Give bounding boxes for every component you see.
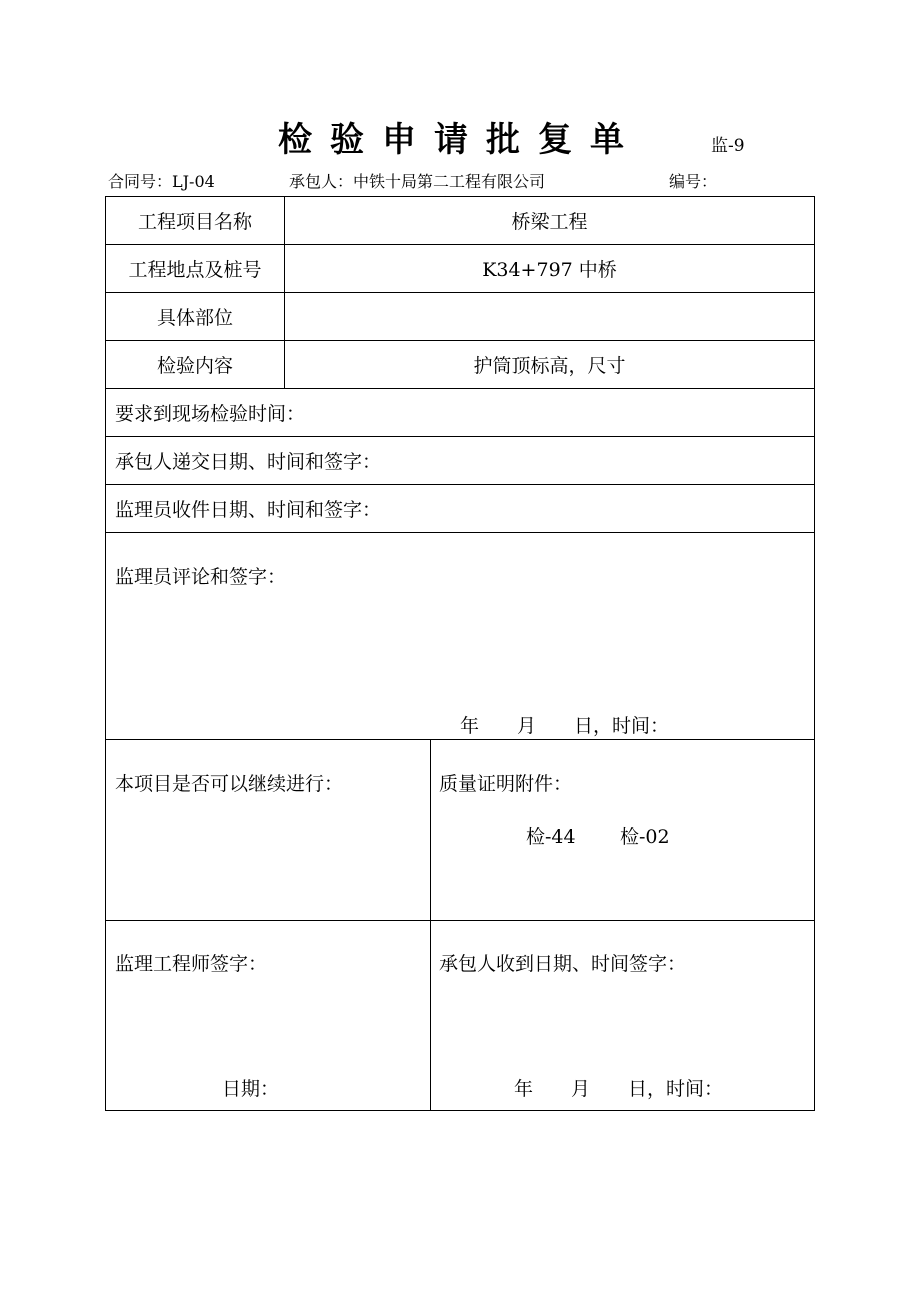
serial-number-label: 编号：: [669, 172, 718, 191]
attachment-item: 检-44: [526, 826, 576, 848]
comment-date-line: 年 月 日，时间：: [460, 715, 670, 737]
attachments-label: 质量证明附件：: [439, 773, 573, 795]
row-project-name: [106, 197, 814, 245]
row-inspection-time: [106, 389, 814, 437]
row-supervisor-comment: [106, 533, 814, 740]
part-label: 具体部位: [106, 293, 285, 340]
location-value: K34+797 中桥: [482, 259, 617, 281]
form-code: 监-9: [711, 136, 745, 156]
row-continue: [106, 740, 814, 921]
part-value: [285, 293, 814, 340]
row-location: [106, 245, 814, 293]
row-content: [106, 341, 814, 389]
row-signatures: [106, 921, 814, 1111]
inspection-form: [105, 196, 815, 1111]
inspection-time-label: 要求到现场检验时间：: [115, 403, 306, 425]
row-contractor-submit: [106, 437, 814, 485]
engineer-signature-label: 监理工程师签字：: [115, 953, 268, 975]
contractor-submit-label: 承包人递交日期、时间和签字：: [115, 451, 382, 473]
content-label: 检验内容: [106, 341, 285, 388]
column-divider: [430, 740, 431, 1111]
continue-label: 本项目是否可以继续进行：: [115, 773, 344, 795]
comment-label: 监理员评论和签字：: [115, 566, 287, 588]
contractor-name: 承包人：中铁十局第二工程有限公司: [289, 172, 546, 191]
row-part: [106, 293, 814, 341]
project-name-label: 工程项目名称: [106, 197, 285, 244]
attachment-item: 检-02: [620, 826, 670, 848]
supervisor-receive-label: 监理员收件日期、时间和签字：: [115, 499, 382, 521]
engineer-date-label: 日期：: [222, 1078, 280, 1100]
content-value: 护筒顶标高，尺寸: [473, 355, 626, 377]
form-title: 检验申请批复单: [278, 120, 642, 160]
row-supervisor-receive: [106, 485, 814, 533]
contractor-receive-label: 承包人收到日期、时间签字：: [439, 953, 687, 975]
contractor-receive-date-line: 年 月 日，时间：: [514, 1078, 724, 1100]
project-name-value: 桥梁工程: [511, 211, 588, 233]
location-label: 工程地点及桩号: [106, 245, 285, 292]
contract-number: 合同号：LJ-04: [108, 172, 215, 191]
